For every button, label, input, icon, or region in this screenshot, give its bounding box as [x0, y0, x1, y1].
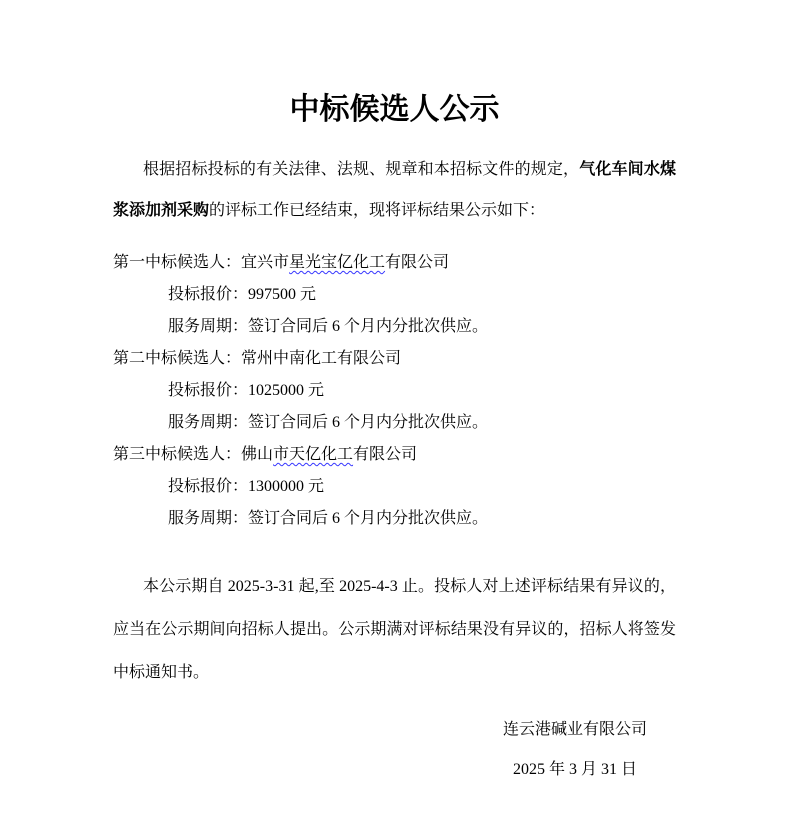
candidate-name-line: [113, 247, 676, 279]
candidate-name-prefix: 常州中南化工有限公司: [241, 350, 402, 367]
candidate-rank-label: 第三中标候选人：: [113, 446, 242, 463]
candidate-name-prefix: 宜兴市: [241, 254, 290, 271]
price-label: 投标报价：: [168, 478, 249, 495]
signature-date: 2025 年 3 月 31 日: [512, 761, 637, 778]
period-label: 服务周期：: [168, 510, 249, 527]
candidate-name-spellcheck-marked: 星光宝亿化工: [289, 254, 386, 271]
candidate-block-1: [113, 247, 676, 343]
closing-paragraph: 本公示期自 2025-3-31 起,至 2025-4-3 止。投标人对上述评标结果有异议的，应当在公示期间向招标人提出。公示期满对评标结果没有异议的，招标人将签发中标通知书。: [113, 578, 676, 681]
candidate-period-line: [113, 311, 676, 343]
period-label: 服务周期：: [168, 414, 249, 431]
candidate-rank-label: 第一中标候选人：: [113, 254, 242, 271]
price-label: 投标报价：: [168, 382, 249, 399]
candidate-price-line: [113, 375, 676, 407]
candidate-block-2: [113, 343, 676, 439]
candidate-price-line: [113, 471, 676, 503]
price-label: 投标报价：: [168, 286, 249, 303]
candidate-name-spellcheck-marked: 市天亿化工: [273, 446, 354, 463]
period-value: 签订合同后 6 个月内分批次供应。: [248, 414, 489, 431]
candidate-rank-label: 第二中标候选人：: [113, 350, 242, 367]
intro-text-bold-project-name: 气化车间水煤浆添加剂采购: [113, 161, 676, 219]
candidate-name-line: [113, 343, 676, 375]
candidate-block-3: [113, 439, 676, 535]
intro-paragraph: [113, 149, 676, 231]
candidates-list: [113, 247, 676, 535]
price-value: 1025000 元: [248, 382, 325, 399]
candidate-period-line: [113, 407, 676, 439]
signature-company: 连云港碱业有限公司: [502, 721, 647, 738]
candidate-name-prefix: 佛山: [241, 446, 274, 463]
intro-text-start: 根据招标投标的有关法律、法规、规章和本招标文件的规定，: [143, 161, 580, 178]
candidate-name-line: [113, 439, 676, 471]
candidate-name-suffix: 有限公司: [353, 446, 418, 463]
signature-block: [113, 710, 676, 790]
intro-text-end: 的评标工作已经结束，现将评标结果公示如下：: [209, 202, 546, 219]
candidate-period-line: [113, 503, 676, 535]
period-label: 服务周期：: [168, 318, 249, 335]
price-value: 997500 元: [248, 286, 317, 303]
document-title: 中标候选人公示: [289, 93, 500, 126]
period-value: 签订合同后 6 个月内分批次供应。: [248, 318, 489, 335]
signature-inner: [503, 710, 647, 790]
price-value: 1300000 元: [248, 478, 325, 495]
candidate-name-suffix: 有限公司: [385, 254, 450, 271]
period-value: 签订合同后 6 个月内分批次供应。: [248, 510, 489, 527]
candidate-price-line: [113, 279, 676, 311]
